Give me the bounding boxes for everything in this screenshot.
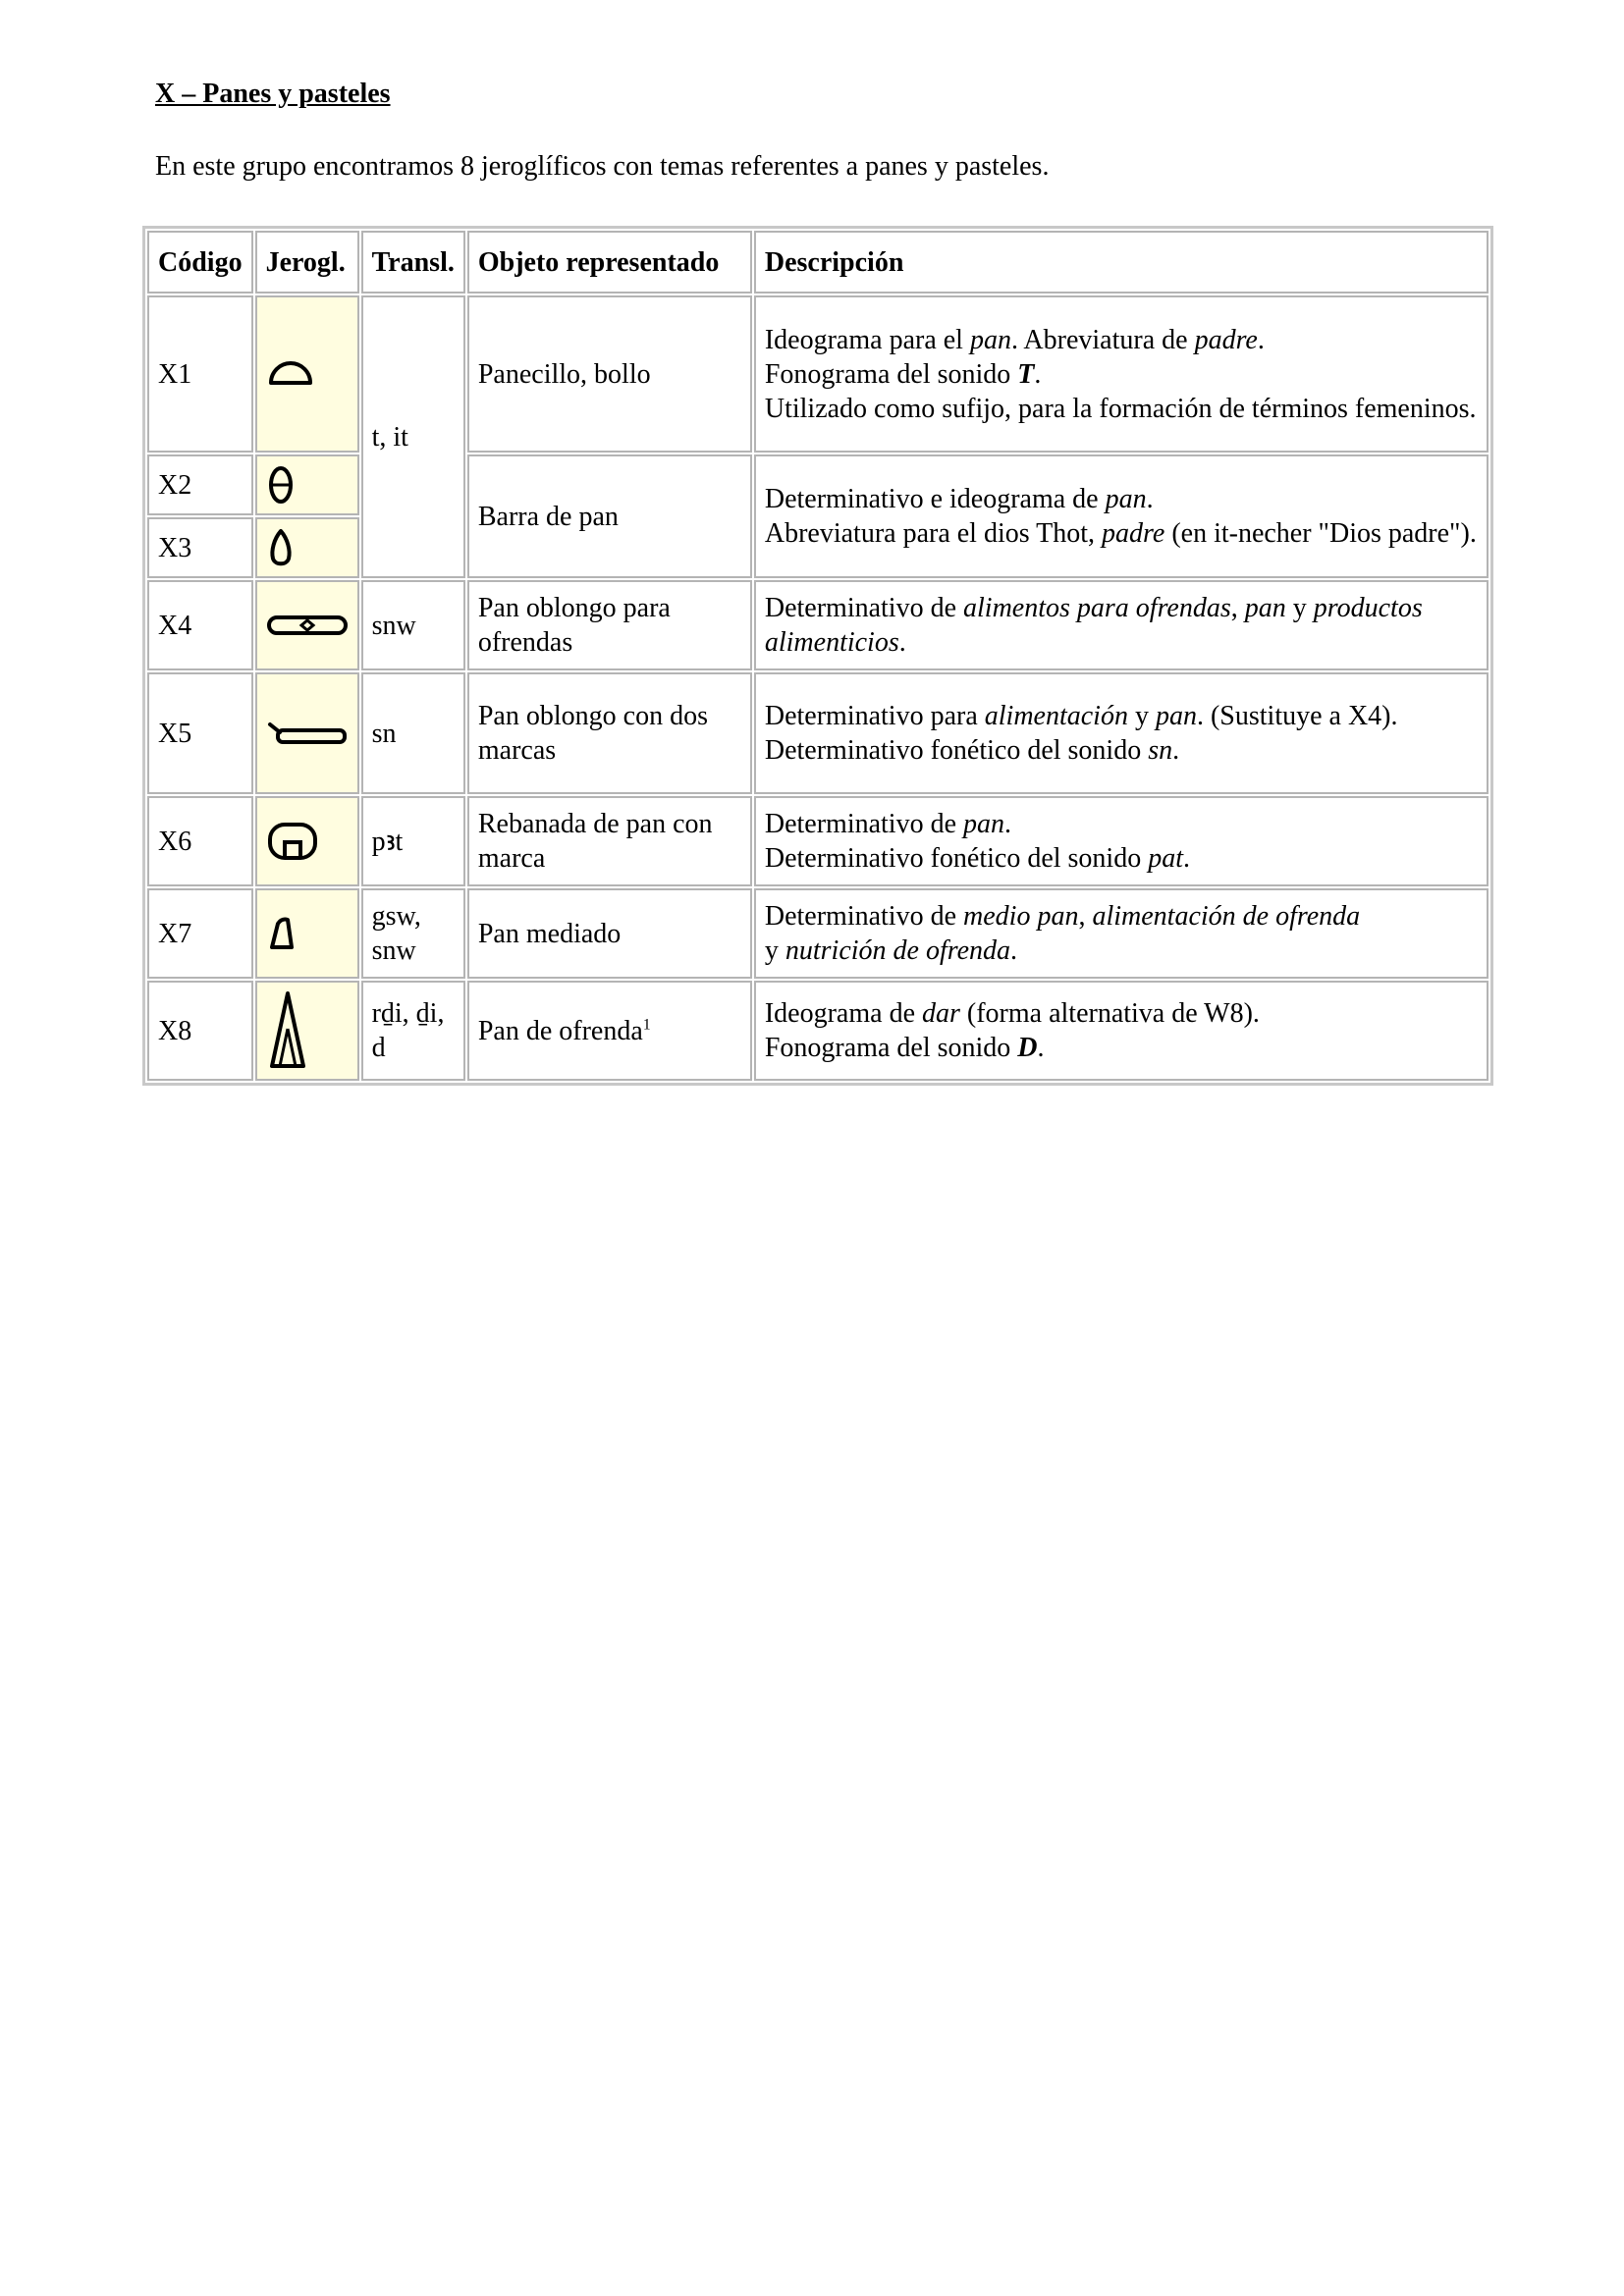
cell-transl: pꜣt xyxy=(361,796,465,886)
bread-slice-icon xyxy=(266,821,349,862)
cell-code: X2 xyxy=(147,454,253,515)
cell-glyph xyxy=(255,517,359,578)
table-row xyxy=(147,672,1489,794)
cell-transl: t, it xyxy=(361,295,465,578)
cell-glyph xyxy=(255,295,359,453)
table-row xyxy=(147,454,1489,515)
cell-glyph xyxy=(255,796,359,886)
cell-object: Pan de ofrenda$^1$ xyxy=(467,981,752,1081)
cell-transl: sn xyxy=(361,672,465,794)
cell-code: X5 xyxy=(147,672,253,794)
cell-code: X6 xyxy=(147,796,253,886)
table-row xyxy=(147,796,1489,886)
cell-object: Pan oblongo con dos marcas xyxy=(467,672,752,794)
cell-object: Pan oblongo para ofrendas xyxy=(467,580,752,670)
cell-transl: rḏi, ḏi, d xyxy=(361,981,465,1081)
header-codigo: Código xyxy=(147,231,253,294)
cell-object: Pan mediado xyxy=(467,888,752,979)
cell-code: X8 xyxy=(147,981,253,1081)
table-row xyxy=(147,981,1489,1081)
bread-loaf-icon xyxy=(266,527,349,568)
cell-description: Determinativo de pan. Determinativo fonético del sonido pat. xyxy=(754,796,1489,886)
intro-paragraph: En este grupo encontramos 8 jeroglíficos con temas referentes a panes y pasteles. xyxy=(155,151,1050,182)
cell-glyph xyxy=(255,580,359,670)
header-jerogl: Jerogl. xyxy=(255,231,359,294)
section-heading: X – Panes y pasteles xyxy=(155,79,391,109)
cell-code: X1 xyxy=(147,295,253,453)
cell-code: X7 xyxy=(147,888,253,979)
cell-glyph xyxy=(255,454,359,515)
table-row xyxy=(147,580,1489,670)
cell-description: Determinativo de medio pan, alimentación de ofrenda y nutrición de ofrenda. xyxy=(754,888,1489,979)
table-header-row xyxy=(147,231,1489,294)
cell-description: Ideograma de dar (forma alternativa de W8). Fonograma del sonido D. xyxy=(754,981,1489,1081)
table-row xyxy=(147,295,1489,453)
cell-transl: snw xyxy=(361,580,465,670)
cell-code: X3 xyxy=(147,517,253,578)
cell-object: Barra de pan xyxy=(467,454,752,578)
cell-description: Determinativo de alimentos para ofrendas, pan y productos alimenticios. xyxy=(754,580,1489,670)
bread-loaf-striped-icon xyxy=(266,464,349,506)
oblong-bread-icon xyxy=(266,612,349,639)
cell-code: X4 xyxy=(147,580,253,670)
half-loaf-icon xyxy=(266,914,349,953)
cell-description: Determinativo para alimentación y pan. (Sustituye a X4). Determinativo fonético del sonido sn. xyxy=(754,672,1489,794)
oblong-bread-marked-icon xyxy=(266,717,349,750)
cell-transl: gsw, snw xyxy=(361,888,465,979)
header-transl: Transl. xyxy=(361,231,465,294)
cell-glyph xyxy=(255,981,359,1081)
cell-description: Determinativo e ideograma de pan. Abreviatura para el dios Thot, padre (en it-necher "Dios padre"). xyxy=(754,454,1489,578)
table-row xyxy=(147,888,1489,979)
conical-loaf-icon xyxy=(266,989,349,1072)
cell-glyph xyxy=(255,888,359,979)
cell-object: Panecillo, bollo xyxy=(467,295,752,453)
header-descripcion: Descripción xyxy=(754,231,1489,294)
footnote-marker[interactable]: 1 xyxy=(642,1016,651,1034)
hieroglyph-table xyxy=(142,226,1493,1086)
header-objeto: Objeto representado xyxy=(467,231,752,294)
bread-bun-icon xyxy=(266,359,349,389)
cell-object: Rebanada de pan con marca xyxy=(467,796,752,886)
cell-description: Ideograma para el pan. Abreviatura de padre. Fonograma del sonido T. Utilizado como sufijo, para la formación de términos femeninos. xyxy=(754,295,1489,453)
cell-glyph xyxy=(255,672,359,794)
